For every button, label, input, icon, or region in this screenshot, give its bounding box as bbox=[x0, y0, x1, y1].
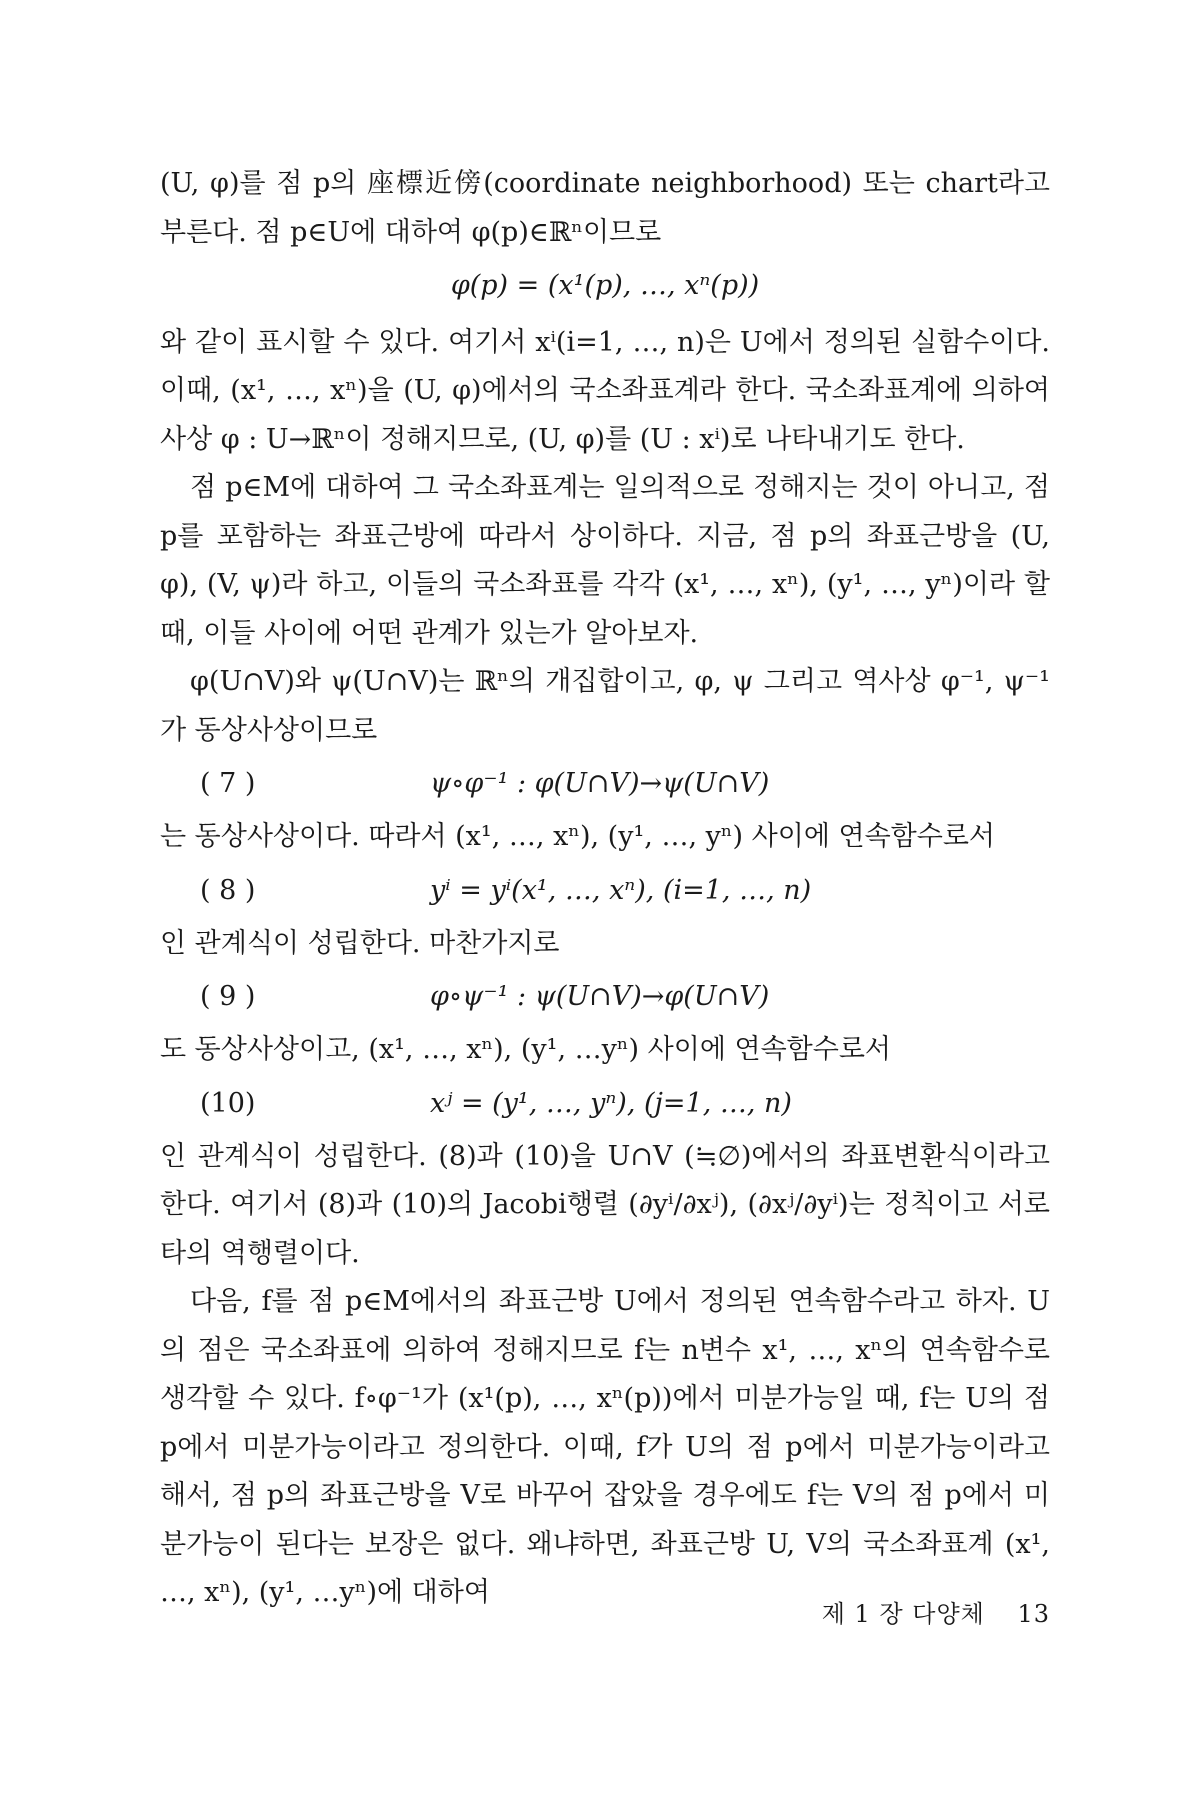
paragraph-differentiability: 다음, f를 점 p∈M에서의 좌표근방 U에서 정의된 연속함수라고 하자. U의 점은 국소좌표에 의하여 정해지므로 f는 n변수 x¹, …, xⁿ의 연속함수로 생각할 수 있다. f∘φ⁻¹가 (x¹(p), …, xⁿ(p))에서 미분가능일 때, f는 U의 점 p에서 미분가능이라고 정의한다. 이때, f가 U의 점 p에서 미분가능이라고 해서, 점 p의 좌표근방을 V로 바꾸어 잡았을 경우에도 f는 V의 점 p에서 미분가능이 된다는 보장은 없다. 왜냐하면, 좌표근방 U, V의 국소좌표계 (x¹, …, xⁿ), (y¹, …yⁿ)에 대하여 bbox=[160, 1286, 1050, 1608]
body-text bbox=[160, 160, 1050, 1618]
display-equation-phi-p: φ(p) = (x¹(p), …, xⁿ(p)) bbox=[450, 270, 760, 301]
page-number: 13 bbox=[1017, 1600, 1050, 1628]
equation-body: xʲ = (y¹, …, yⁿ), (j=1, …, n) bbox=[430, 1087, 792, 1119]
equation-10 bbox=[160, 1075, 1050, 1133]
equation-body: yⁱ = yⁱ(x¹, …, xⁿ), (i=1, …, n) bbox=[430, 874, 812, 906]
equation-number: ( 7 ) bbox=[200, 768, 256, 799]
equation-number: (10) bbox=[200, 1087, 256, 1119]
paragraph-relation-holds: 인 관계식이 성립한다. 마찬가지로 bbox=[160, 927, 560, 959]
equation-9 bbox=[160, 968, 1050, 1026]
paragraph-coordinate-transformation: 인 관계식이 성립한다. (8)과 (10)을 U∩V (≒∅)에서의 좌표변환식이라고 한다. 여기서 (8)과 (10)의 Jacobi행렬 (∂yⁱ/∂xʲ), (∂xʲ/∂yⁱ)는 정칙이고 서로 타의 역행렬이다. bbox=[160, 1140, 1050, 1269]
paragraph-homeomorphism: 는 동상사상이다. 따라서 (x¹, …, xⁿ), (y¹, …, yⁿ) 사이에 연속함수로서 bbox=[160, 821, 995, 852]
equation-body: φ∘ψ⁻¹ : ψ(U∩V)→φ(U∩V) bbox=[430, 981, 770, 1012]
paragraph-inverse-homeomorphism: 도 동상사상이고, (x¹, …, xⁿ), (y¹, …yⁿ) 사이에 연속함수로서 bbox=[160, 1034, 891, 1065]
equation-number: ( 8 ) bbox=[200, 874, 256, 906]
paragraph-open-sets: φ(U∩V)와 ψ(U∩V)는 ℝⁿ의 개집합이고, φ, ψ 그리고 역사상 φ⁻¹, ψ⁻¹가 동상사상이므로 bbox=[160, 666, 1050, 746]
running-head: 제 1 장 다양체 bbox=[821, 1600, 985, 1628]
equation-number: ( 9 ) bbox=[200, 981, 256, 1012]
paragraph-coordinate-relation: 점 p∈M에 대하여 그 국소좌표계는 일의적으로 정해지는 것이 아니고, 점 p를 포함하는 좌표근방에 따라서 상이하다. 지금, 점 p의 좌표근방을 (U, φ), (V, ψ)라 하고, 이들의 국소좌표를 각각 (x¹, …, xⁿ), (y¹, …, yⁿ)이라 할 때, 이들 사이에 어떤 관계가 있는가 알아보자. bbox=[160, 472, 1050, 649]
equation-8 bbox=[160, 862, 1050, 920]
equation-body: ψ∘φ⁻¹ : φ(U∩V)→ψ(U∩V) bbox=[430, 768, 770, 799]
paragraph-chart-definition: (U, φ)를 점 p의 座標近傍(coordinate neighborhood) 또는 chart라고 부른다. 점 p∈U에 대하여 φ(p)∈ℝⁿ이므로 bbox=[160, 168, 1050, 248]
equation-7 bbox=[160, 755, 1050, 813]
paragraph-local-coordinates: 와 같이 표시할 수 있다. 여기서 xⁱ(i=1, …, n)은 U에서 정의된 실함수이다. 이때, (x¹, …, xⁿ)을 (U, φ)에서의 국소좌표계라 한다. 국소좌표계에 의하여 사상 φ : U→ℝⁿ이 정해지므로, (U, φ)를 (U : xⁱ)로 나타내기도 한다. bbox=[160, 326, 1050, 455]
page-footer bbox=[800, 1594, 1050, 1629]
